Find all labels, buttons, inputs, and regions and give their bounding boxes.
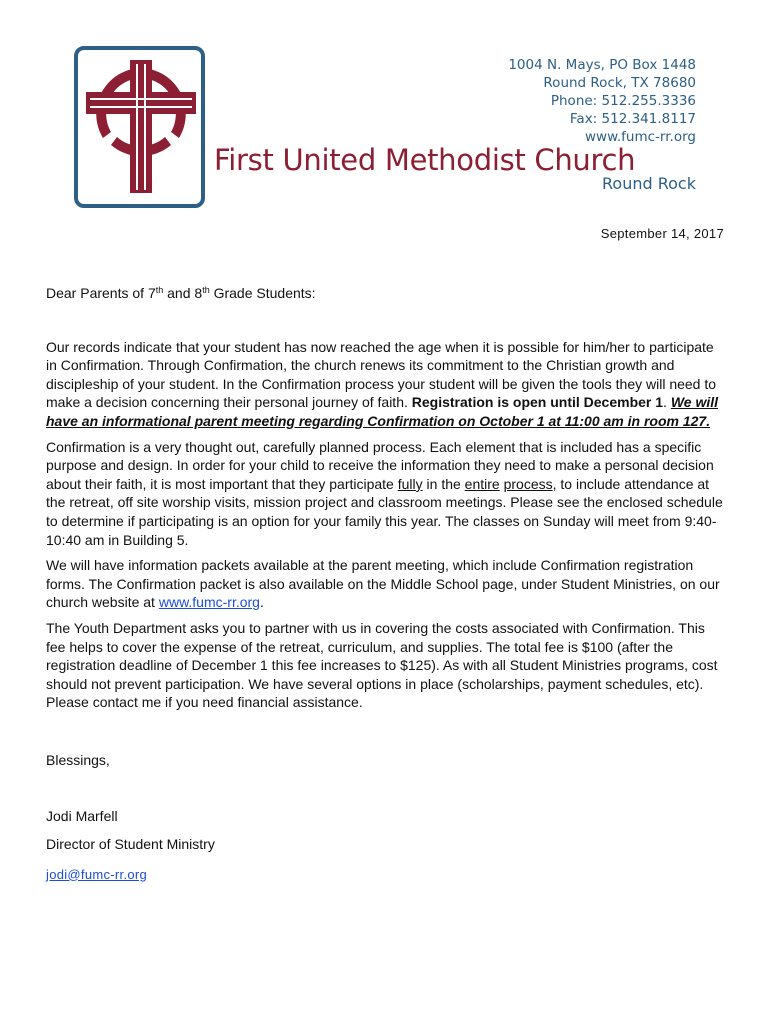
greeting: Dear Parents of 7th and 8th Grade Students: — [46, 285, 316, 301]
letter-date: September 14, 2017 — [600, 226, 724, 241]
address-line: Round Rock, TX 78680 — [543, 75, 696, 91]
paragraph-process: Confirmation is a very thought out, carefully planned process. Each element that is included has a specific purpose and design. In order for your child to receive the information they need to make a personal decision about their faith, it is most important that they participate fully in the entire process, to include attendance at the retreat, off site worship visits, mission project and classroom meetings. Please see the enclosed schedule to determine if participating is an option for your family this year. The classes on Sunday will meet from 9:40-10:40 am in Building 5. — [46, 438, 723, 548]
registration-notice: Registration is open until December 1 — [411, 394, 664, 411]
paragraph-packets: We will have information packets available at the parent meeting, which include Confirmation registration forms. The Confirmation packet is also available on the Middle School page, under Student Ministries, on our church website at www.fumc-rr.org. — [46, 557, 720, 611]
cross-flame-icon — [78, 50, 201, 204]
closing: Blessings, — [46, 751, 110, 768]
church-address — [508, 56, 696, 146]
signature-title: Director of Student Ministry — [46, 836, 215, 853]
meeting-notice: We will have an informational parent meeting regarding Confirmation on October 1 at 11:00 am in room 127. — [46, 394, 719, 429]
fax-line: Fax: 512.341.8117 — [569, 111, 696, 127]
email-link[interactable]: jodi@fumc-rr.org — [46, 866, 148, 882]
paragraph-fees: The Youth Department asks you to partner with us in covering the costs associated with Confirmation. This fee helps to cover the expense of the retreat, curriculum, and supplies. The total fee is $100 (after the registration deadline of December 1 this fee increases to $125). As with all Student Ministries programs, cost should not prevent participation. We have several options in place (scholarships, payment schedules, etc). Please contact me if you need financial assistance. — [46, 619, 718, 711]
website-link[interactable]: www.fumc-rr.org — [158, 594, 260, 611]
signature-name: Jodi Marfell — [46, 808, 118, 825]
website-line: www.fumc-rr.org — [585, 129, 696, 145]
church-name: First United Methodist Church — [214, 143, 636, 177]
phone-line: Phone: 512.255.3336 — [550, 93, 696, 109]
letter-body — [46, 284, 726, 891]
church-location: Round Rock — [602, 174, 696, 193]
church-logo — [74, 46, 205, 208]
address-line: 1004 N. Mays, PO Box 1448 — [508, 57, 696, 73]
paragraph-intro: Our records indicate that your student has now reached the age when it is possible for him/her to participate in Confirmation. Through Confirmation, the church renews its commitment to the Christian growth and discipleship of your student. In the Confirmation process your student will be given the tools they will need to make a decision concerning their personal journey of faith. Registration is open until December 1. We will have an informational parent meeting regarding Confirmation on October 1 at 11:00 am in room 127. — [46, 338, 719, 429]
